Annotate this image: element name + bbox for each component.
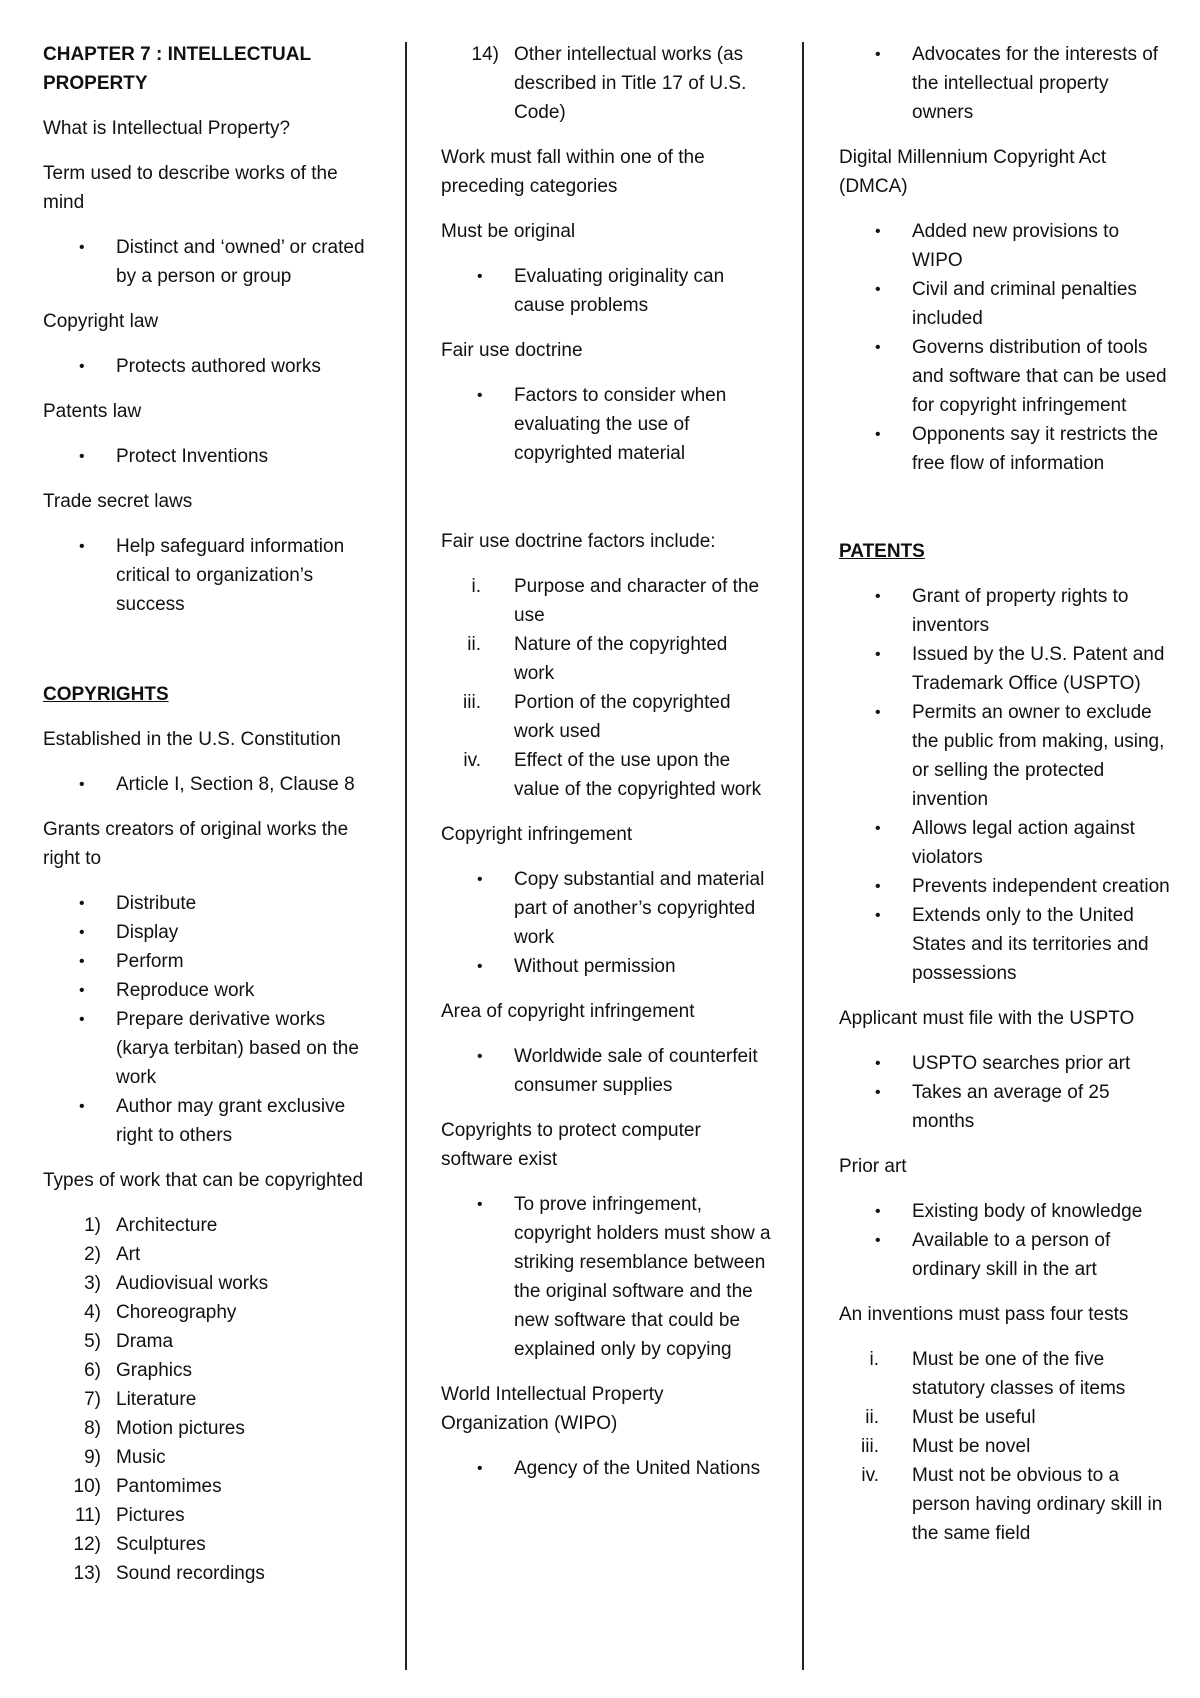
roman-list — [441, 572, 771, 804]
bullet-list — [441, 1454, 771, 1483]
list-marker: 13) — [73, 1563, 101, 1584]
dmca-text: Digital Millennium Copyright Act (DMCA) — [839, 147, 1107, 197]
bullet-list — [43, 532, 373, 619]
bullet-item: • Advocates for the interests of the intellectual property owners — [839, 40, 1174, 127]
list-marker: 4) — [84, 1302, 101, 1323]
roman-list-item — [839, 1403, 1174, 1432]
column-3 — [839, 40, 1174, 1564]
list-item-text: Purpose and character of the use — [514, 576, 760, 626]
column-divider-left — [405, 42, 407, 1670]
bullet-item: • Display — [43, 918, 373, 947]
list-item-text: Music — [116, 1447, 166, 1468]
bullet-list — [839, 582, 1174, 988]
bullet-item: • USPTO searches prior art — [839, 1049, 1174, 1078]
bullet-item: • Help safeguard information critical to organization’s success — [43, 532, 373, 619]
original-text: Must be original — [441, 221, 576, 242]
list-marker: 9) — [84, 1447, 101, 1468]
numbered-list-item — [43, 1501, 373, 1530]
list-item-text: Other intellectual works (as described in Title 17 of U.S. Code) — [514, 44, 747, 123]
list-item-text: Pantomimes — [116, 1476, 222, 1497]
bullet-item: • Factors to consider when evaluating the use of copyrighted material — [441, 381, 771, 468]
numbered-list-item — [43, 1443, 373, 1472]
list-marker: 7) — [84, 1389, 101, 1410]
bullet-item: • Article I, Section 8, Clause 8 — [43, 770, 373, 799]
topic-copyright-law: Copyright law — [43, 311, 159, 332]
list-item-text: Must not be obvious to a person having ordinary skill in the same field — [912, 1465, 1163, 1544]
bullet-item: • Governs distribution of tools and software that can be used for copyright infringement — [839, 333, 1174, 420]
list-item-text: Nature of the copyrighted work — [514, 634, 728, 684]
heading-copyrights: COPYRIGHTS — [43, 684, 169, 705]
bullet-list — [839, 1049, 1174, 1136]
bullet-list — [441, 381, 771, 468]
numbered-list — [43, 1211, 373, 1588]
list-marker: iv. — [861, 1465, 879, 1486]
topic-trade-secret: Trade secret laws — [43, 491, 193, 512]
roman-list-item — [839, 1461, 1174, 1548]
list-marker: 6) — [84, 1360, 101, 1381]
roman-list-item — [441, 746, 771, 804]
list-marker: 3) — [84, 1273, 101, 1294]
bullet-item: • Protect Inventions — [43, 442, 373, 471]
bullet-item: • Added new provisions to WIPO — [839, 217, 1174, 275]
list-marker: iv. — [463, 750, 481, 771]
bullet-item: • Allows legal action against violators — [839, 814, 1174, 872]
list-marker: i. — [869, 1349, 879, 1370]
bullet-item: • To prove infringement, copyright holders must show a striking resemblance between the original software and the new software that could be explained only by copying — [441, 1190, 771, 1364]
column-1 — [43, 40, 373, 1604]
list-item-text: Audiovisual works — [116, 1273, 269, 1294]
list-item-text: Effect of the use upon the value of the copyrighted work — [514, 750, 762, 800]
bullet-item: • Author may grant exclusive right to others — [43, 1092, 373, 1150]
list-item-text: Pictures — [116, 1505, 185, 1526]
list-item-text: Motion pictures — [116, 1418, 245, 1439]
bullet-item: • Evaluating originality can cause problems — [441, 262, 771, 320]
list-item-text: Choreography — [116, 1302, 237, 1323]
list-marker: i. — [471, 576, 481, 597]
numbered-list-item — [43, 1240, 373, 1269]
fall-within-text: Work must fall within one of the preceding categories — [441, 147, 705, 197]
bullet-item: • Issued by the U.S. Patent and Trademark Office (USPTO) — [839, 640, 1174, 698]
list-marker: 1) — [84, 1215, 101, 1236]
list-marker: 14) — [471, 44, 499, 65]
list-item-text: Sound recordings — [116, 1563, 265, 1584]
bullet-item: • Without permission — [441, 952, 771, 981]
numbered-list-item — [43, 1327, 373, 1356]
list-marker: 12) — [73, 1534, 101, 1555]
bullet-item: • Agency of the United Nations — [441, 1454, 771, 1483]
types-text: Types of work that can be copyrighted — [43, 1170, 364, 1191]
list-item-text: Graphics — [116, 1360, 193, 1381]
bullet-item: • Prevents independent creation — [839, 872, 1174, 901]
list-item-text: Architecture — [116, 1215, 218, 1236]
bullet-list — [43, 889, 373, 1150]
roman-list-item — [441, 688, 771, 746]
chapter-title: CHAPTER 7 : INTELLECTUAL PROPERTY — [43, 44, 311, 94]
bullet-list — [839, 40, 1174, 127]
bullet-item: • Worldwide sale of counterfeit consumer supplies — [441, 1042, 771, 1100]
roman-list-item — [839, 1432, 1174, 1461]
grants-text: Grants creators of original works the right to — [43, 819, 349, 869]
bullet-item: • Grant of property rights to inventors — [839, 582, 1174, 640]
numbered-list-item — [43, 1385, 373, 1414]
bullet-item: • Distribute — [43, 889, 373, 918]
list-marker: iii. — [463, 692, 481, 713]
bullet-item: • Existing body of knowledge — [839, 1197, 1174, 1226]
numbered-list-item — [441, 40, 771, 127]
bullet-list — [441, 262, 771, 320]
definition-text: Term used to describe works of the mind — [43, 163, 338, 213]
numbered-list-item — [43, 1414, 373, 1443]
list-marker: 2) — [84, 1244, 101, 1265]
bullet-item: • Opponents say it restricts the free flow of information — [839, 420, 1174, 478]
bullet-list — [441, 865, 771, 981]
roman-list-item — [441, 630, 771, 688]
list-item-text: Literature — [116, 1389, 197, 1410]
list-item-text: Art — [116, 1244, 141, 1265]
bullet-item: • Available to a person of ordinary skill in the art — [839, 1226, 1174, 1284]
list-item-text: Must be one of the five statutory classes of items — [912, 1349, 1126, 1399]
bullet-item: • Distinct and ‘owned’ or crated by a person or group — [43, 233, 373, 291]
bullet-item: • Civil and criminal penalties included — [839, 275, 1174, 333]
bullet-list — [839, 1197, 1174, 1284]
numbered-list-item — [43, 1269, 373, 1298]
bullet-list — [43, 352, 373, 381]
list-marker: 8) — [84, 1418, 101, 1439]
bullet-list — [43, 233, 373, 291]
numbered-list-item — [43, 1211, 373, 1240]
wipo-text: World Intellectual Property Organization (WIPO) — [441, 1384, 664, 1434]
list-marker: 5) — [84, 1331, 101, 1352]
list-item-text: Must be useful — [912, 1407, 1036, 1428]
established-text: Established in the U.S. Constitution — [43, 729, 341, 750]
bullet-item: • Copy substantial and material part of another’s copyrighted work — [441, 865, 771, 952]
fair-use-text: Fair use doctrine — [441, 340, 583, 361]
section-question: What is Intellectual Property? — [43, 118, 291, 139]
list-marker: 11) — [74, 1505, 101, 1526]
bullet-item: • Protects authored works — [43, 352, 373, 381]
numbered-list-item — [43, 1298, 373, 1327]
list-marker: 10) — [73, 1476, 101, 1497]
bullet-item: • Takes an average of 25 months — [839, 1078, 1174, 1136]
numbered-list-item — [43, 1356, 373, 1385]
list-marker: iii. — [861, 1436, 879, 1457]
list-marker: ii. — [467, 634, 481, 655]
numbered-list-item — [43, 1530, 373, 1559]
topic-patents-law: Patents law — [43, 401, 142, 422]
infringement-text: Copyright infringement — [441, 824, 633, 845]
bullet-list — [43, 442, 373, 471]
bullet-list — [441, 1042, 771, 1100]
list-item-text: Sculptures — [116, 1534, 206, 1555]
list-marker: ii. — [865, 1407, 879, 1428]
list-item-text: Drama — [116, 1331, 174, 1352]
bullet-item: • Extends only to the United States and its territories and possessions — [839, 901, 1174, 988]
bullet-item: • Permits an owner to exclude the public from making, using, or selling the protected invention — [839, 698, 1174, 814]
numbered-list-item — [43, 1472, 373, 1501]
column-divider-right — [802, 42, 804, 1670]
column-2 — [441, 40, 771, 1499]
bullet-item: • Perform — [43, 947, 373, 976]
area-text: Area of copyright infringement — [441, 1001, 695, 1022]
roman-list-item — [839, 1345, 1174, 1403]
tests-text: An inventions must pass four tests — [839, 1304, 1129, 1325]
heading-patents: PATENTS — [839, 541, 925, 562]
numbered-list-item — [43, 1559, 373, 1588]
applicant-text: Applicant must file with the USPTO — [839, 1008, 1135, 1029]
roman-list-item — [441, 572, 771, 630]
software-text: Copyrights to protect computer software exist — [441, 1120, 701, 1170]
prior-art-text: Prior art — [839, 1156, 907, 1177]
bullet-list — [441, 1190, 771, 1364]
numbered-list — [441, 40, 771, 127]
factors-text: Fair use doctrine factors include: — [441, 531, 716, 552]
list-item-text: Must be novel — [912, 1436, 1031, 1457]
bullet-item: • Prepare derivative works (karya terbitan) based on the work — [43, 1005, 373, 1092]
bullet-list — [43, 770, 373, 799]
bullet-item: • Reproduce work — [43, 976, 373, 1005]
roman-list — [839, 1345, 1174, 1548]
bullet-list — [839, 217, 1174, 478]
list-item-text: Portion of the copyrighted work used — [514, 692, 731, 742]
